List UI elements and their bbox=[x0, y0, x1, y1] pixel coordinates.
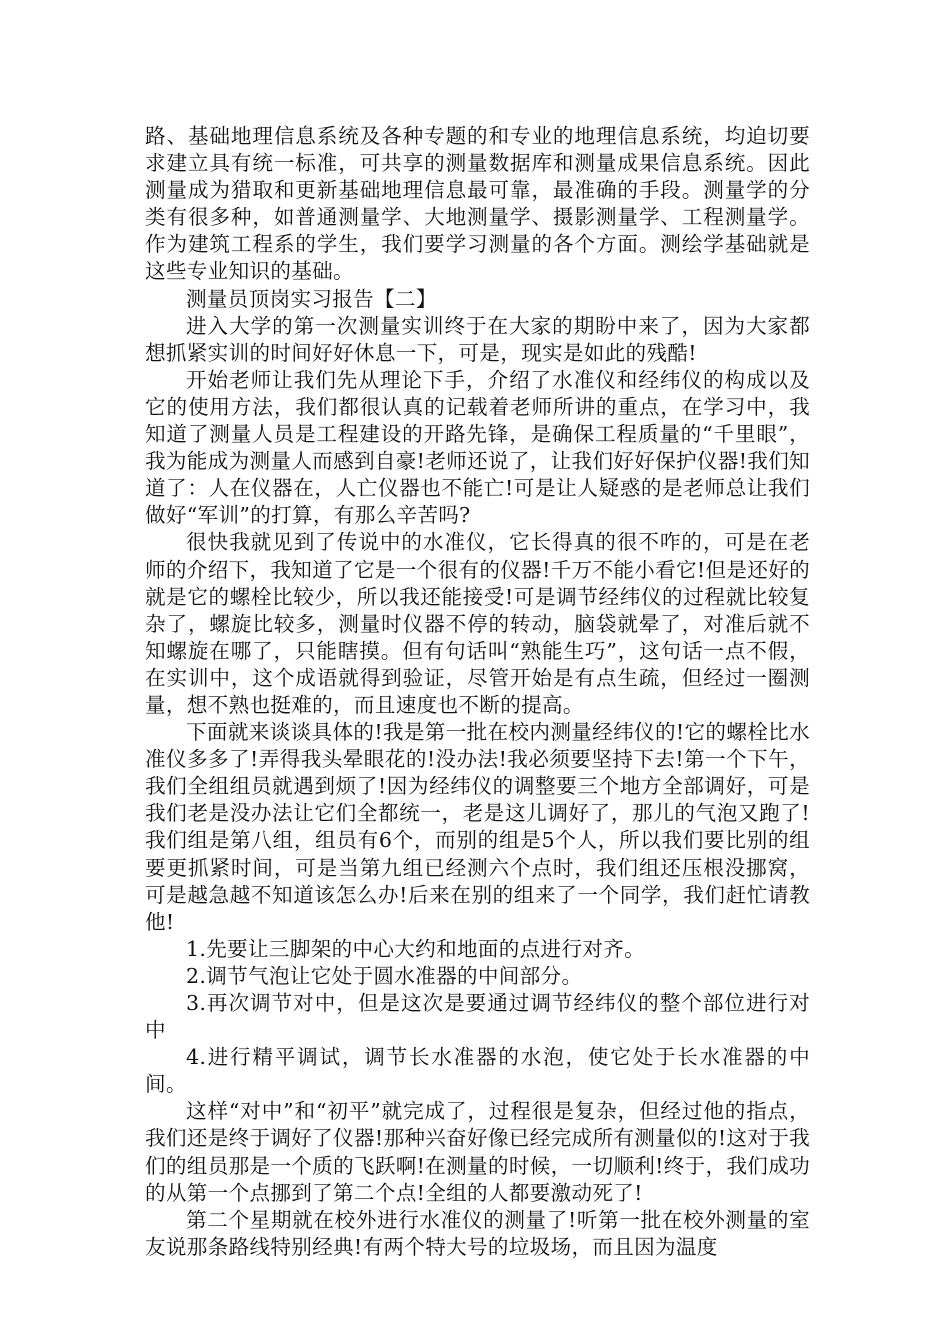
paragraph: 下面就来谈谈具体的!我是第一批在校内测量经纬仪的!它的螺栓比水准仪多多了!弄得我头晕眼花的!没办法!我必须要坚持下去!第一个下午，我们全组组员就遇到烦了!因为经纬仪的调整要三个地方全部调好，可是我们老是没办法让它们全都统一，老是这儿调好了，那儿的气泡又跑了!我们组是第八组，组员有6个，而别的组是5个人，所以我们要比别的组要更抓紧时间，可是当第九组已经测六个点时，我们组还压根没挪窝，可是越急越不知道该怎么办!后来在别的组来了一个同学，我们赶忙请教他! bbox=[145, 720, 810, 934]
list-item: 2.调节气泡让它处于圆水准器的中间部分。 bbox=[186, 963, 583, 988]
list-item: 3.再次调节对中，但是这次是要通过调节经纬仪的整个部位进行对中 bbox=[145, 991, 810, 1043]
paragraph: 很快我就见到了传说中的水准仪，它长得真的很不咋的，可是在老师的介绍下，我知道了它是一个很有的仪器!千万不能小看它!但是还好的就是它的螺栓比较少，所以我还能接受!可是调节经纬仪的过程就比较复杂了，螺旋比较多，测量时仪器不停的转动，脑袋就晕了，对准后就不知螺旋在哪了，只能瞎摸。但有句话叫“熟能生巧”，这句话一点不假，在实训中，这个成语就得到验证，尽管开始是有点生疏，但经过一圈测量，想不熟也挺难的，而且速度也不断的提高。 bbox=[145, 530, 810, 717]
list-item: 4.进行精平调试，调节长水准器的水泡，使它处于长水准器的中间。 bbox=[145, 1045, 810, 1097]
section-heading: 测量员顶岗实习报告【二】 bbox=[186, 286, 437, 311]
document-page bbox=[145, 123, 810, 1261]
paragraph-intro-continuation: 路、基础地理信息系统及各种专题的和专业的地理信息系统，均迫切要求建立具有统一标准，可共享的测量数据库和测量成果信息系统。因此测量成为猎取和更新基础地理信息最可靠，最准确的手段。测量学的分类有很多种，如普通测量学、大地测量学、摄影测量学、工程测量学。作为建筑工程系的学生，我们要学习测量的各个方面。测绘学基础就是这些专业知识的基础。 bbox=[145, 124, 810, 284]
paragraph: 第二个星期就在校外进行水准仪的测量了!听第一批在校外测量的室友说那条路线特别经典!有两个特大号的垃圾场，而且因为温度 bbox=[145, 1207, 810, 1259]
list-item: 1.先要让三脚架的中心大约和地面的点进行对齐。 bbox=[186, 936, 646, 961]
paragraph: 开始老师让我们先从理论下手，介绍了水准仪和经纬仪的构成以及它的使用方法，我们都很认真的记载着老师所讲的重点，在学习中，我知道了测量人员是工程建设的开路先锋，是确保工程质量的“千里眼”，我为能成为测量人而感到自豪!老师还说了，让我们好好保护仪器!我们知道了：人在仪器在，人亡仪器也不能亡!可是让人疑惑的是老师总让我们做好“军训”的打算，有那么辛苦吗? bbox=[145, 367, 810, 528]
paragraph: 这样“对中”和“初平”就完成了，过程很是复杂，但经过他的指点，我们还是终于调好了仪器!那种兴奋好像已经完成所有测量似的!这对于我们的组员那是一个质的飞跃啊!在测量的时候，一切顺利!终于，我们成功的从第一个点挪到了第二个点!全组的人都要激动死了! bbox=[145, 1099, 810, 1205]
paragraph: 进入大学的第一次测量实训终于在大家的期盼中来了，因为大家都想抓紧实训的时间好好休息一下，可是，现实是如此的残酷! bbox=[145, 313, 810, 365]
